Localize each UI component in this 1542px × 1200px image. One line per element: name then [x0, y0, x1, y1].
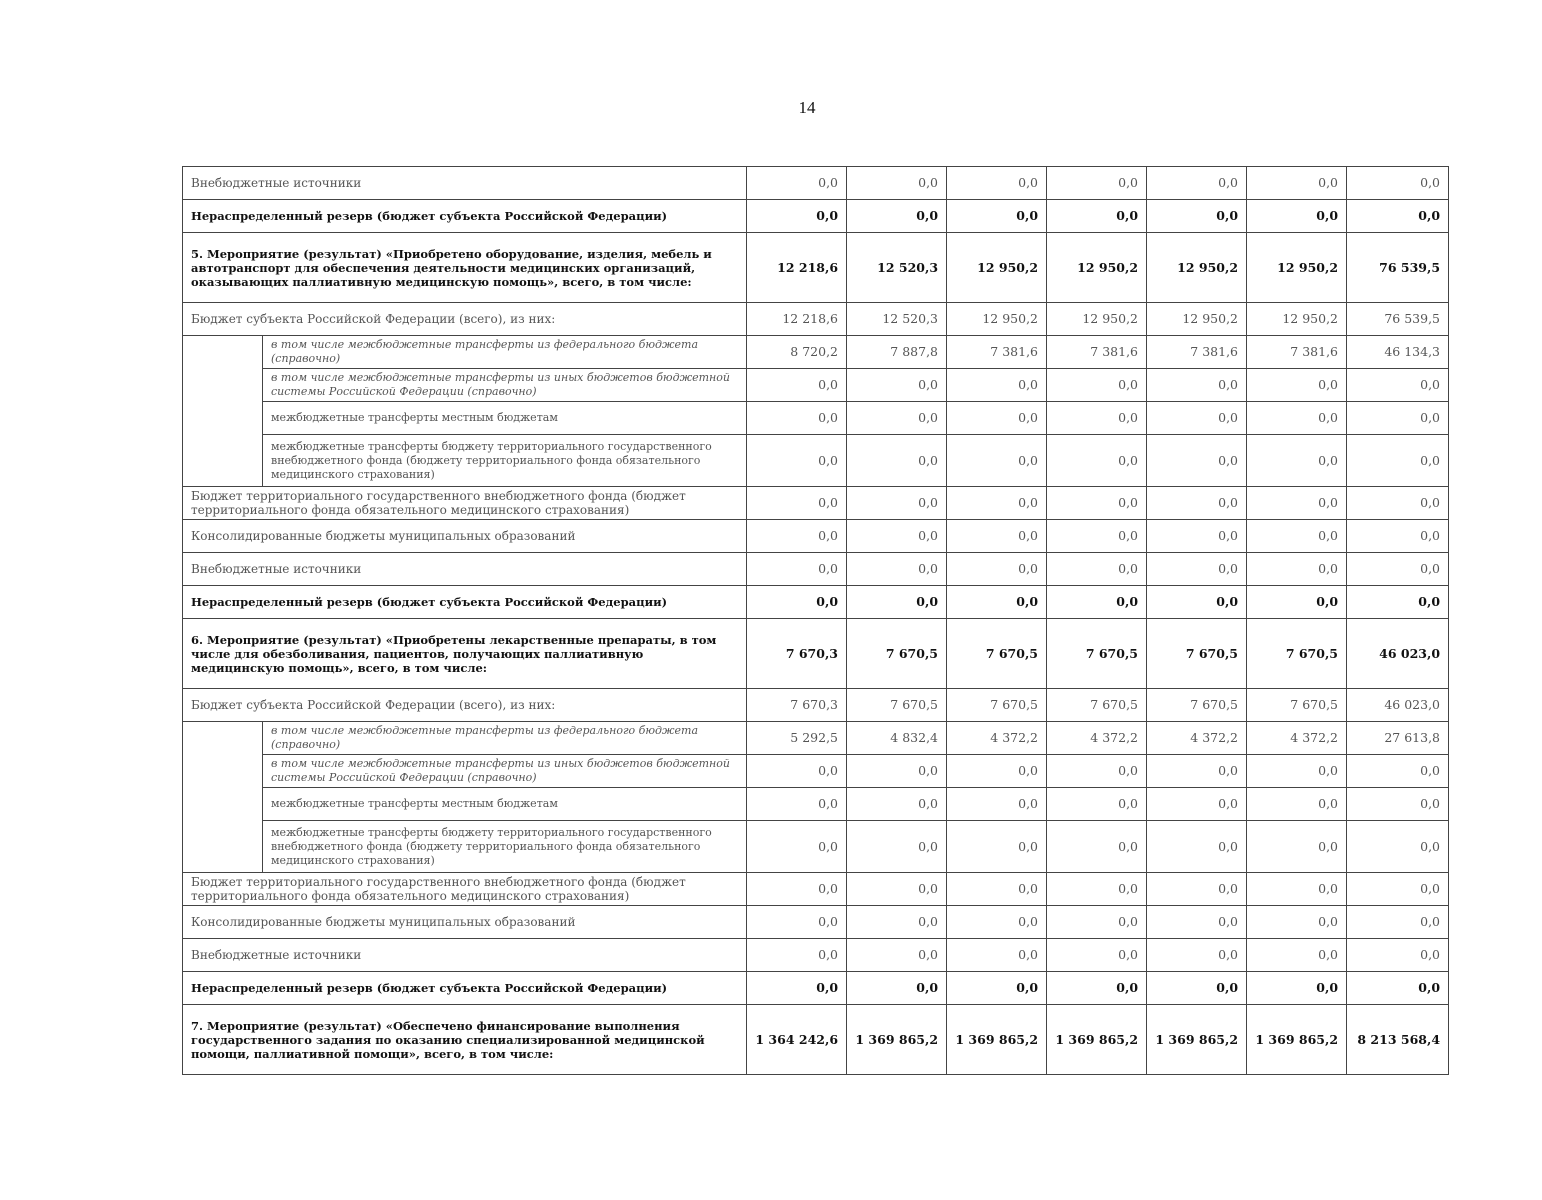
value-cell: 0,0 [847, 906, 947, 939]
value-cell: 0,0 [1147, 586, 1247, 619]
value-cell: 0,0 [1147, 553, 1247, 586]
table-row [183, 520, 1449, 553]
value-cell: 0,0 [1247, 873, 1347, 906]
value-cell: 0,0 [947, 200, 1047, 233]
value-cell: 7 887,8 [847, 336, 947, 369]
table-row [183, 619, 1449, 689]
value-cell: 4 832,4 [847, 722, 947, 755]
value-cell: 0,0 [847, 167, 947, 200]
value-cell: 0,0 [847, 200, 947, 233]
value-cell: 5 292,5 [747, 722, 847, 755]
value-cell: 0,0 [1147, 939, 1247, 972]
value-cell: 0,0 [747, 755, 847, 788]
value-cell: 1 369 865,2 [847, 1005, 947, 1075]
value-cell: 0,0 [747, 520, 847, 553]
value-cell: 0,0 [1347, 821, 1449, 873]
value-cell: 7 381,6 [1147, 336, 1247, 369]
value-cell: 0,0 [1147, 520, 1247, 553]
value-cell: 0,0 [1147, 906, 1247, 939]
value-cell: 0,0 [1247, 167, 1347, 200]
value-cell: 0,0 [747, 586, 847, 619]
value-cell: 0,0 [1347, 200, 1449, 233]
row-label: в том числе межбюджетные трансферты из федерального бюджета (справочно) [263, 336, 747, 369]
value-cell: 7 670,5 [1047, 689, 1147, 722]
indent-cell [183, 788, 263, 821]
row-label: в том числе межбюджетные трансферты из иных бюджетов бюджетной системы Российской Федерации (справочно) [263, 369, 747, 402]
row-label: 7. Мероприятие (результат) «Обеспечено финансирование выполнения государственного задания по оказанию специализированной медицинской помощи, паллиативной помощи», всего, в том числе: [183, 1005, 747, 1075]
value-cell: 0,0 [1347, 553, 1449, 586]
value-cell: 0,0 [947, 402, 1047, 435]
table-row [183, 402, 1449, 435]
row-label: межбюджетные трансферты местным бюджетам [263, 788, 747, 821]
value-cell: 0,0 [947, 520, 1047, 553]
value-cell: 7 381,6 [1047, 336, 1147, 369]
value-cell: 0,0 [947, 939, 1047, 972]
value-cell: 4 372,2 [1147, 722, 1247, 755]
value-cell: 0,0 [1347, 788, 1449, 821]
indent-cell [183, 369, 263, 402]
row-label: в том числе межбюджетные трансферты из федерального бюджета (справочно) [263, 722, 747, 755]
value-cell: 7 670,3 [747, 689, 847, 722]
value-cell: 0,0 [847, 369, 947, 402]
value-cell: 0,0 [1347, 972, 1449, 1005]
value-cell: 0,0 [947, 755, 1047, 788]
table-row [183, 873, 1449, 906]
value-cell: 0,0 [1047, 586, 1147, 619]
value-cell: 0,0 [947, 821, 1047, 873]
value-cell: 4 372,2 [947, 722, 1047, 755]
row-label: Внебюджетные источники [183, 939, 747, 972]
value-cell: 0,0 [1047, 821, 1147, 873]
value-cell: 76 539,5 [1347, 233, 1449, 303]
value-cell: 8 720,2 [747, 336, 847, 369]
value-cell: 0,0 [847, 553, 947, 586]
row-label: межбюджетные трансферты местным бюджетам [263, 402, 747, 435]
value-cell: 7 670,5 [1247, 619, 1347, 689]
value-cell: 0,0 [1147, 167, 1247, 200]
value-cell: 0,0 [747, 369, 847, 402]
value-cell: 0,0 [847, 435, 947, 487]
value-cell: 0,0 [947, 972, 1047, 1005]
value-cell: 0,0 [847, 821, 947, 873]
value-cell: 0,0 [1147, 972, 1247, 1005]
value-cell: 0,0 [1247, 906, 1347, 939]
row-label: Бюджет территориального государственного внебюджетного фонда (бюджет территориального фонда обязательного медицинского страхования) [183, 487, 747, 520]
value-cell: 7 670,5 [947, 689, 1047, 722]
value-cell: 0,0 [847, 939, 947, 972]
table-row [183, 336, 1449, 369]
value-cell: 0,0 [1247, 435, 1347, 487]
value-cell: 0,0 [1147, 821, 1247, 873]
value-cell: 0,0 [747, 873, 847, 906]
value-cell: 0,0 [1147, 435, 1247, 487]
row-label: 5. Мероприятие (результат) «Приобретено оборудование, изделия, мебель и автотранспорт для обеспечения деятельности медицинских организаций, оказывающих паллиативную медицинскую помощь», всего, в том числе: [183, 233, 747, 303]
value-cell: 0,0 [1247, 788, 1347, 821]
row-label: Нераспределенный резерв (бюджет субъекта Российской Федерации) [183, 586, 747, 619]
value-cell: 0,0 [1047, 369, 1147, 402]
value-cell: 0,0 [747, 402, 847, 435]
value-cell: 12 950,2 [1247, 303, 1347, 336]
row-label: Бюджет субъекта Российской Федерации (всего), из них: [183, 689, 747, 722]
value-cell: 0,0 [1247, 755, 1347, 788]
value-cell: 0,0 [947, 435, 1047, 487]
value-cell: 12 520,3 [847, 233, 947, 303]
table-body [183, 167, 1449, 1075]
value-cell: 0,0 [1047, 487, 1147, 520]
value-cell: 4 372,2 [1247, 722, 1347, 755]
value-cell: 0,0 [847, 873, 947, 906]
value-cell: 0,0 [747, 972, 847, 1005]
value-cell: 0,0 [1147, 873, 1247, 906]
value-cell: 0,0 [1347, 487, 1449, 520]
value-cell: 76 539,5 [1347, 303, 1449, 336]
table-row [183, 553, 1449, 586]
value-cell: 0,0 [947, 487, 1047, 520]
value-cell: 0,0 [1247, 200, 1347, 233]
value-cell: 0,0 [1247, 402, 1347, 435]
value-cell: 12 950,2 [1247, 233, 1347, 303]
value-cell: 7 381,6 [947, 336, 1047, 369]
value-cell: 0,0 [1047, 435, 1147, 487]
value-cell: 0,0 [1047, 553, 1147, 586]
value-cell: 0,0 [947, 906, 1047, 939]
value-cell: 0,0 [1347, 906, 1449, 939]
value-cell: 0,0 [847, 487, 947, 520]
value-cell: 0,0 [1247, 553, 1347, 586]
value-cell: 0,0 [747, 435, 847, 487]
value-cell: 0,0 [1147, 200, 1247, 233]
table-row [183, 755, 1449, 788]
value-cell: 0,0 [847, 972, 947, 1005]
value-cell: 12 520,3 [847, 303, 947, 336]
value-cell: 0,0 [747, 939, 847, 972]
indent-cell [183, 722, 263, 755]
value-cell: 0,0 [747, 167, 847, 200]
value-cell: 46 134,3 [1347, 336, 1449, 369]
table-row [183, 939, 1449, 972]
value-cell: 7 670,5 [947, 619, 1047, 689]
value-cell: 27 613,8 [1347, 722, 1449, 755]
row-label: Нераспределенный резерв (бюджет субъекта Российской Федерации) [183, 972, 747, 1005]
value-cell: 0,0 [1347, 939, 1449, 972]
row-label: Бюджет субъекта Российской Федерации (всего), из них: [183, 303, 747, 336]
value-cell: 0,0 [1247, 520, 1347, 553]
value-cell: 0,0 [1047, 939, 1147, 972]
row-label: Бюджет территориального государственного внебюджетного фонда (бюджет территориального фонда обязательного медицинского страхования) [183, 873, 747, 906]
value-cell: 1 364 242,6 [747, 1005, 847, 1075]
value-cell: 0,0 [1147, 487, 1247, 520]
value-cell: 0,0 [747, 788, 847, 821]
value-cell: 8 213 568,4 [1347, 1005, 1449, 1075]
value-cell: 0,0 [847, 520, 947, 553]
value-cell: 7 670,5 [847, 689, 947, 722]
value-cell: 0,0 [947, 553, 1047, 586]
value-cell: 0,0 [1147, 788, 1247, 821]
value-cell: 0,0 [747, 200, 847, 233]
value-cell: 12 950,2 [947, 303, 1047, 336]
value-cell: 0,0 [1247, 586, 1347, 619]
table-row [183, 821, 1449, 873]
value-cell: 0,0 [1347, 167, 1449, 200]
value-cell: 1 369 865,2 [947, 1005, 1047, 1075]
row-label: межбюджетные трансферты бюджету территориального государственного внебюджетного фонда (бюджету территориального фонда обязательного медицинского страхования) [263, 821, 747, 873]
value-cell: 0,0 [847, 788, 947, 821]
value-cell: 12 950,2 [1047, 233, 1147, 303]
value-cell: 0,0 [1147, 402, 1247, 435]
value-cell: 0,0 [1047, 972, 1147, 1005]
table-row [183, 303, 1449, 336]
value-cell: 12 950,2 [1047, 303, 1147, 336]
row-label: межбюджетные трансферты бюджету территориального государственного внебюджетного фонда (бюджету территориального фонда обязательного медицинского страхования) [263, 435, 747, 487]
table-row [183, 906, 1449, 939]
value-cell: 0,0 [847, 402, 947, 435]
value-cell: 0,0 [1047, 906, 1147, 939]
table-row [183, 972, 1449, 1005]
row-label: Внебюджетные источники [183, 167, 747, 200]
table-row [183, 167, 1449, 200]
value-cell: 0,0 [1047, 200, 1147, 233]
value-cell: 0,0 [1047, 788, 1147, 821]
value-cell: 0,0 [747, 553, 847, 586]
row-label: в том числе межбюджетные трансферты из иных бюджетов бюджетной системы Российской Федерации (справочно) [263, 755, 747, 788]
value-cell: 7 670,5 [1147, 689, 1247, 722]
indent-cell [183, 755, 263, 788]
value-cell: 46 023,0 [1347, 689, 1449, 722]
value-cell: 12 950,2 [1147, 303, 1247, 336]
value-cell: 0,0 [1147, 755, 1247, 788]
value-cell: 12 950,2 [947, 233, 1047, 303]
value-cell: 7 670,5 [1247, 689, 1347, 722]
value-cell: 0,0 [1247, 939, 1347, 972]
indent-cell [183, 336, 263, 369]
value-cell: 0,0 [847, 586, 947, 619]
value-cell: 12 218,6 [747, 303, 847, 336]
value-cell: 7 381,6 [1247, 336, 1347, 369]
value-cell: 12 218,6 [747, 233, 847, 303]
value-cell: 7 670,5 [1147, 619, 1247, 689]
table-row [183, 1005, 1449, 1075]
table-row [183, 200, 1449, 233]
value-cell: 0,0 [1347, 435, 1449, 487]
value-cell: 1 369 865,2 [1247, 1005, 1347, 1075]
value-cell: 0,0 [1247, 369, 1347, 402]
value-cell: 0,0 [747, 821, 847, 873]
value-cell: 0,0 [1347, 402, 1449, 435]
row-label: 6. Мероприятие (результат) «Приобретены лекарственные препараты, в том числе для обезболивания, пациентов, получающих паллиативную медицинскую помощь», всего, в том числе: [183, 619, 747, 689]
value-cell: 1 369 865,2 [1047, 1005, 1147, 1075]
value-cell: 12 950,2 [1147, 233, 1247, 303]
value-cell: 0,0 [747, 906, 847, 939]
value-cell: 0,0 [1047, 755, 1147, 788]
table-row [183, 435, 1449, 487]
table-row [183, 689, 1449, 722]
indent-cell [183, 402, 263, 435]
row-label: Консолидированные бюджеты муниципальных образований [183, 520, 747, 553]
value-cell: 0,0 [1347, 873, 1449, 906]
value-cell: 4 372,2 [1047, 722, 1147, 755]
table-row [183, 788, 1449, 821]
table-row [183, 722, 1449, 755]
value-cell: 0,0 [1247, 821, 1347, 873]
value-cell: 0,0 [947, 873, 1047, 906]
budget-table [182, 166, 1449, 1075]
table-row [183, 233, 1449, 303]
value-cell: 7 670,5 [847, 619, 947, 689]
value-cell: 7 670,5 [1047, 619, 1147, 689]
value-cell: 0,0 [1347, 586, 1449, 619]
indent-cell [183, 435, 263, 487]
value-cell: 0,0 [1047, 873, 1147, 906]
value-cell: 0,0 [1347, 369, 1449, 402]
value-cell: 0,0 [747, 487, 847, 520]
table-row [183, 369, 1449, 402]
value-cell: 0,0 [1047, 520, 1147, 553]
value-cell: 0,0 [1347, 520, 1449, 553]
value-cell: 0,0 [1247, 487, 1347, 520]
value-cell: 46 023,0 [1347, 619, 1449, 689]
value-cell: 0,0 [1247, 972, 1347, 1005]
value-cell: 7 670,3 [747, 619, 847, 689]
value-cell: 0,0 [1147, 369, 1247, 402]
value-cell: 1 369 865,2 [1147, 1005, 1247, 1075]
value-cell: 0,0 [947, 369, 1047, 402]
value-cell: 0,0 [1347, 755, 1449, 788]
value-cell: 0,0 [1047, 402, 1147, 435]
row-label: Консолидированные бюджеты муниципальных образований [183, 906, 747, 939]
row-label: Нераспределенный резерв (бюджет субъекта Российской Федерации) [183, 200, 747, 233]
table-row [183, 487, 1449, 520]
value-cell: 0,0 [847, 755, 947, 788]
value-cell: 0,0 [947, 167, 1047, 200]
row-label: Внебюджетные источники [183, 553, 747, 586]
page-number: 14 [798, 98, 816, 117]
value-cell: 0,0 [1047, 167, 1147, 200]
value-cell: 0,0 [947, 788, 1047, 821]
indent-cell [183, 821, 263, 873]
table-row [183, 586, 1449, 619]
value-cell: 0,0 [947, 586, 1047, 619]
